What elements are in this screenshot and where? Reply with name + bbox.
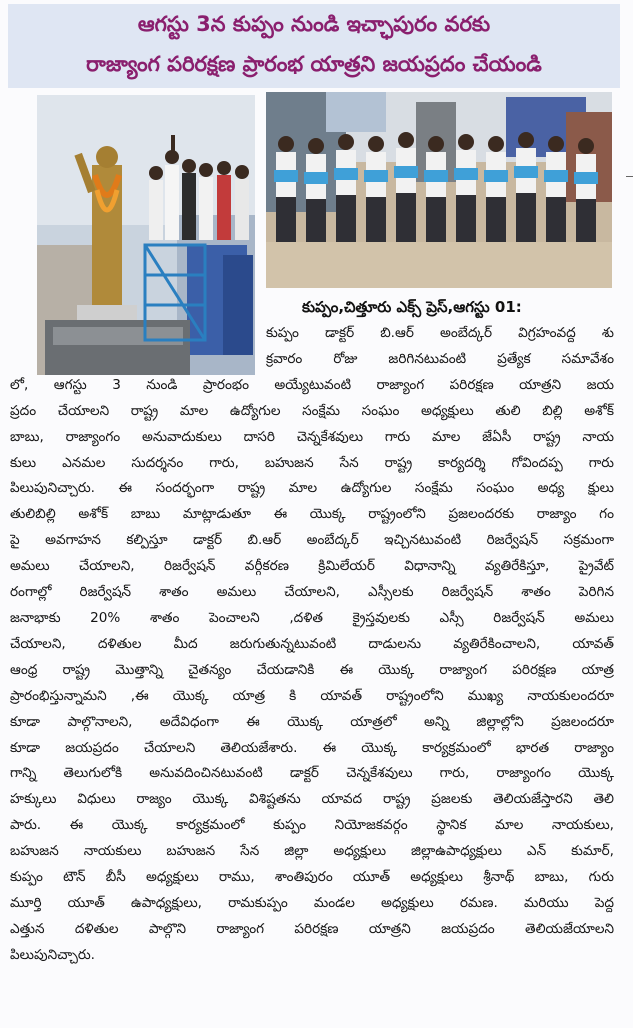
article-line: కూడా పాల్గొనాలని, అదేవిధంగా ఈ యొక్క యాత్రలో అన్ని జిల్లాల్లోని ప్రజలందరూ	[10, 713, 614, 730]
headline-line-1: ఆగస్టు 3న కుప్పం నుండి ఇచ్ఛాపురం వరకు	[137, 12, 491, 36]
article-line: కుప్పం డాక్టర్ బి.ఆర్ అంబేద్కర్ విగ్రహంవద్ద శు	[266, 325, 614, 341]
article-line: అమలు చేయాలని, రిజర్వేషన్ వర్గీకరణ క్రిమిలేయర్ విధానాన్ని వ్యతిరేకిస్తూ, ప్రైవేట్	[10, 558, 614, 575]
article-line: క్రవారం రోజు జరిగినటువంటి ప్రత్యేక సమావేశం	[266, 350, 614, 367]
article-line: గాన్ని తెలుగులోకి అనువదించినటువంటి డాక్టర్ చెన్నకేశవులు గారు, రాజ్యాంగం యొక్క	[10, 765, 614, 782]
article-line: ప్రారంభిస్తున్నామని ,ఈ యొక్క యాత్ర కి యావత్ రాష్ట్రంలోని ముఖ్య నాయకులందరూ	[10, 687, 614, 704]
article-line: బాబు, రాజ్యాంగం అనువాదుకులు దాసరి చెన్నకేశవులు గారు మాల జేఏసీ రాష్ట్ర నాయ	[10, 428, 614, 445]
headline-line-2: రాజ్యాంగ పరిరక్షణ ప్రారంభ యాత్రని జయప్రదం చేయండి	[86, 52, 542, 76]
article-line: కులు ఎనమల సుదర్శనం గారు, బహుజన సేన రాష్ట్ర కార్యదర్శి గోవిందప్ప గారు	[10, 454, 614, 471]
article-line: ఎత్తున దళితుల పాల్గొని రాజ్యాంగ పరిరక్షణ యాత్రని జయప్రదం తెలియజేయాలని	[10, 920, 614, 937]
article-line: మూర్తి యూత్ ఉపాధ్యక్షులు, రామకుప్పం మండల అధ్యక్షులు రమణ. మరియు పెద్ద	[10, 894, 614, 911]
article-line: తులిబిల్లి అశోక్ బాబు మాట్లాడుతూ ఈ యొక్క రాష్ట్రంలోని ప్రజలందరకు రాజ్యాం గం	[10, 506, 614, 523]
headline-banner	[8, 4, 620, 88]
article-line: లో, ఆగస్టు 3 నుండి ప్రారంభం అయ్యేటువంటి రాజ్యాంగ పరిరక్షణ యాత్రని జయ	[10, 376, 614, 393]
group-photo	[266, 92, 612, 288]
article-line: కుప్పం టౌన్ బీసీ అధ్యక్షులు రాము, శాంతిపురం యూత్ అధ్యక్షులు శ్రీనాథ్ బాబు, గురు	[10, 869, 614, 886]
article-line: కూడా జయప్రదం చేయాలని తెలియజేశారు. ఈ యొక్క కార్యక్రమంలో భారత రాజ్యాం	[10, 739, 614, 756]
article-line: పారు. ఈ యొక్క కార్యక్రమంలో కుప్పం నియోజకవర్గం స్థానిక మాల నాయకులు,	[10, 817, 614, 834]
article-line: ప్రదం చేయాలని రాష్ట్ర మాల ఉద్యోగుల సంక్షేమ సంఘం అధ్యక్షులు తులి బిల్లి అశోక్	[10, 402, 614, 419]
margin-mark	[626, 176, 633, 177]
article-line: జనాభాకు 20% శాతం పెంచాలని ,దళిత క్రైస్తవులకు ఎస్సీ రిజర్వేషన్ అమలు	[10, 609, 614, 626]
article-line: ఆంధ్ర రాష్ట్ర మొత్తాన్ని చైతన్యం చేయడానికి ఈ యొక్క రాజ్యాంగ పరిరక్షణ యాత్ర	[10, 661, 614, 678]
article-line: పిలుపునిచ్చారు.	[10, 946, 95, 963]
dateline: కుప్పం,చిత్తూరు ఎక్స్ ప్రెస్,ఆగస్టు 01:	[302, 298, 522, 316]
article-line: పిలుపునిచ్చారు. ఈ సందర్భంగా రాష్ట్ర మాల ఉద్యోగుల సంక్షేమ సంఘం అధ్య క్షులు	[10, 480, 614, 497]
article-line: హక్కులు విధులు రాజ్యం యొక్క విశిష్టతను యావద రాష్ట్ర ప్రజలకు తెలియజేస్తారని తెలి	[10, 791, 614, 808]
article-line: బహుజన నాయకులు బహుజన సేన జిల్లా అధ్యక్షులు జిల్లాఉపాధ్యక్షులు ఎన్ కుమార్,	[10, 843, 614, 860]
article-line: రంగాల్లో రిజర్వేషన్ శాతం అమలు చేయాలని, ఎస్సీలకు రిజర్వేషన్ శాతం పెరిగిన	[10, 584, 614, 601]
article-line: పై అవగాహన కల్పిస్తూ డాక్టర్ బి.ఆర్ అంబేద్కర్ ఇచ్చినటువంటి రిజర్వేషన్ సక్రమంగా	[10, 532, 614, 549]
article-line: చేయాలని, దళితుల మీద జరుగుతున్నటువంటి దాడులను వ్యతిరేకించాలని, యావత్	[10, 635, 614, 652]
article-body	[10, 321, 614, 969]
